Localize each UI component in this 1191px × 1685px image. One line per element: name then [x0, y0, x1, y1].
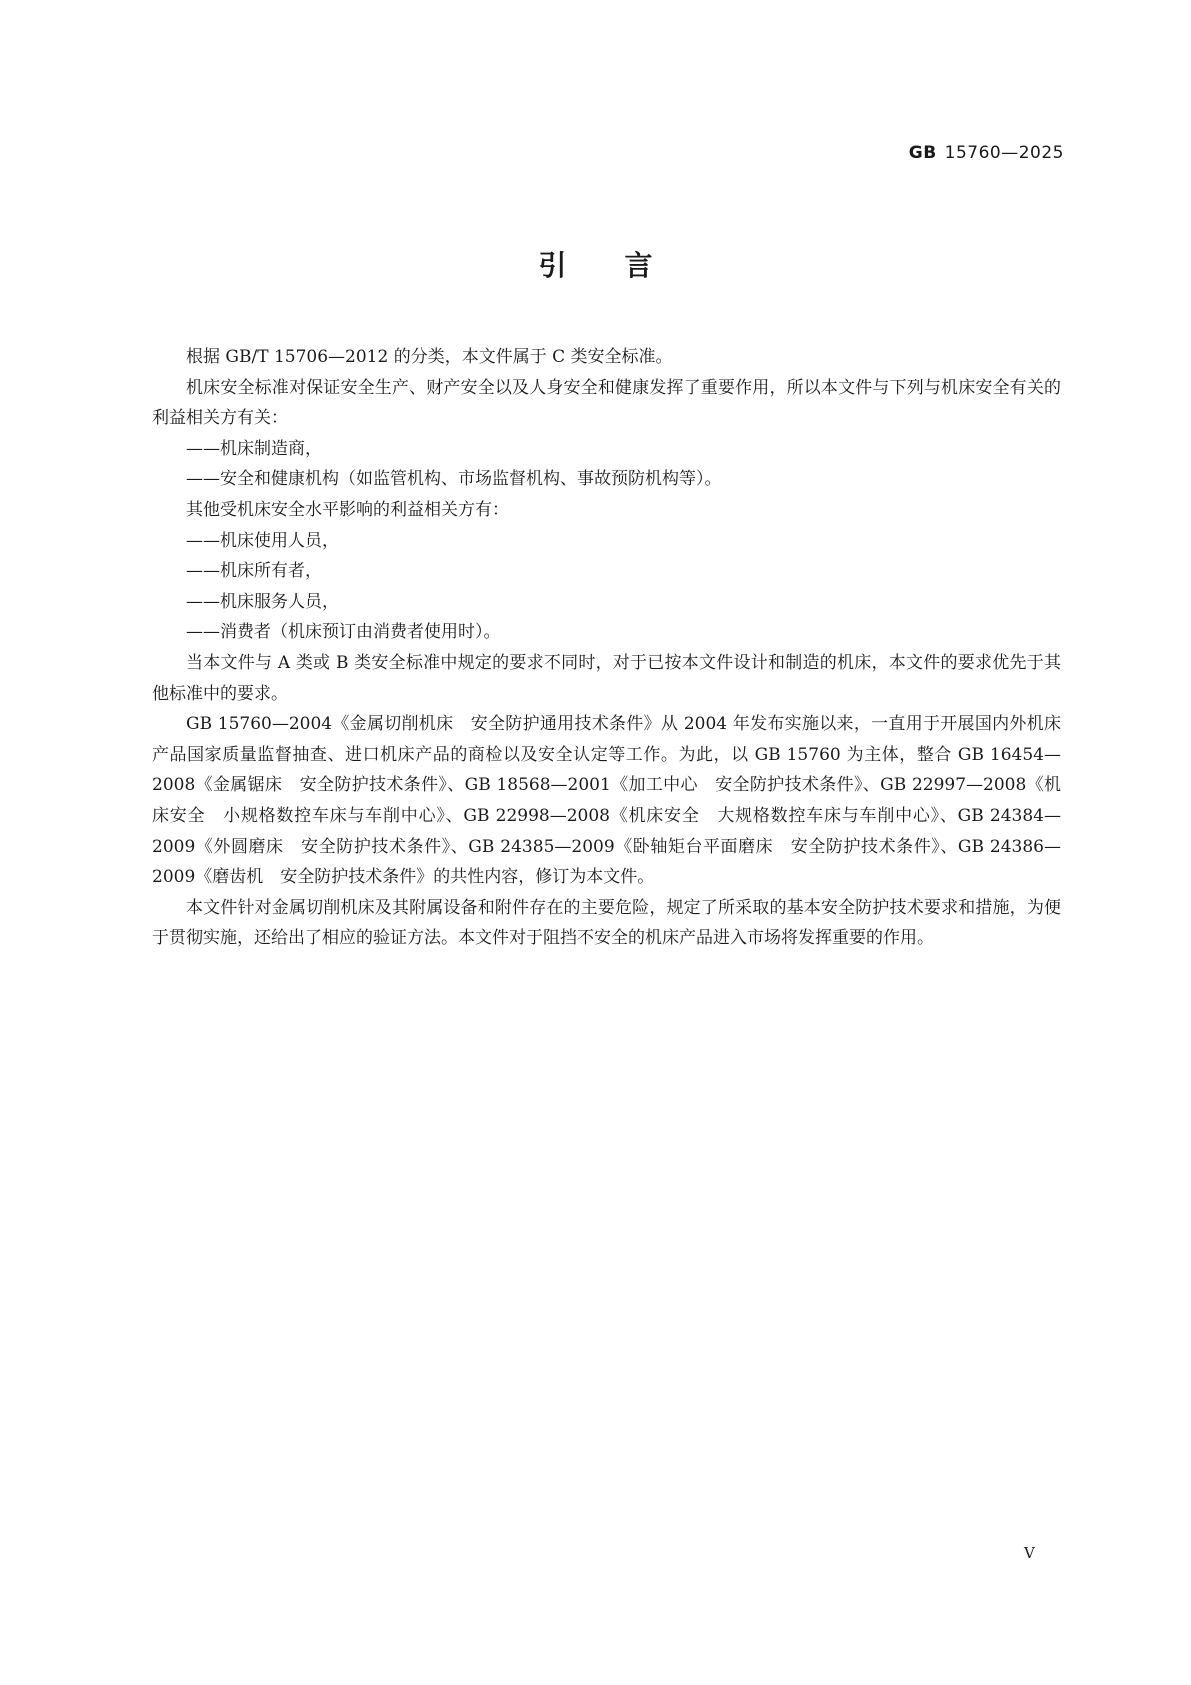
list-item: ——机床使用人员， — [186, 530, 339, 551]
page-title: 引言 — [538, 249, 711, 282]
paragraph: GB 15760—2004《金属切削机床 安全防护通用技术条件》从 2004 年发布实施以来，一直用于开展国内外机床产品国家质量监督抽查、进口机床产品的商检以及安全认定等工作。为此，以 GB 15760 为主体，整合 GB 16454—2008《金属锯床 安全防护技术条件》、GB 18568—2001《加工中心 安全防护技术条件》、GB 22997—2008《机床安全 小规格数控车床与车削中心》、GB 22998—2008《机床安全 大规格数控车床与车削中心》、GB 24384—2009《外圆磨床 安全防护技术条件》、GB 24385—2009《卧轴矩台平面磨床 安全防护技术条件》、GB 24386—2009《磨齿机 安全防护技术条件》的共性内容，修订为本文件。 — [152, 714, 1061, 888]
body-text — [152, 342, 1061, 954]
list-item: ——机床制造商， — [186, 438, 322, 459]
list-item: ——机床服务人员， — [186, 591, 339, 612]
paragraph: 根据 GB/T 15706—2012 的分类，本文件属于 C 类安全标准。 — [186, 347, 673, 367]
paragraph: 本文件针对金属切削机床及其附属设备和附件存在的主要危险，规定了所采取的基本安全防护技术要求和措施，为便于贯彻实施，还给出了相应的验证方法。本文件对于阻挡不安全的机床产品进入市场将发挥重要的作用。 — [152, 897, 1061, 949]
list-item: ——机床所有者， — [186, 561, 322, 582]
list-item: ——消费者（机床预订由消费者使用时）。 — [186, 622, 501, 643]
page-number: V — [1024, 1544, 1035, 1562]
document-number — [909, 143, 1064, 163]
list-item: ——安全和健康机构（如监管机构、市场监督机构、事故预防机构等）。 — [186, 469, 722, 490]
paragraph: 当本文件与 A 类或 B 类安全标准中规定的要求不同时，对于已按本文件设计和制造的机床，本文件的要求优先于其他标准中的要求。 — [152, 652, 1061, 704]
paragraph: 机床安全标准对保证安全生产、财产安全以及人身安全和健康发挥了重要作用，所以本文件与下列与机床安全有关的利益相关方有关： — [152, 377, 1061, 429]
document-number-prefix: GB — [908, 143, 937, 163]
document-number-value: 15760—2025 — [944, 143, 1064, 163]
paragraph: 其他受机床安全水平影响的利益相关方有： — [186, 499, 509, 520]
